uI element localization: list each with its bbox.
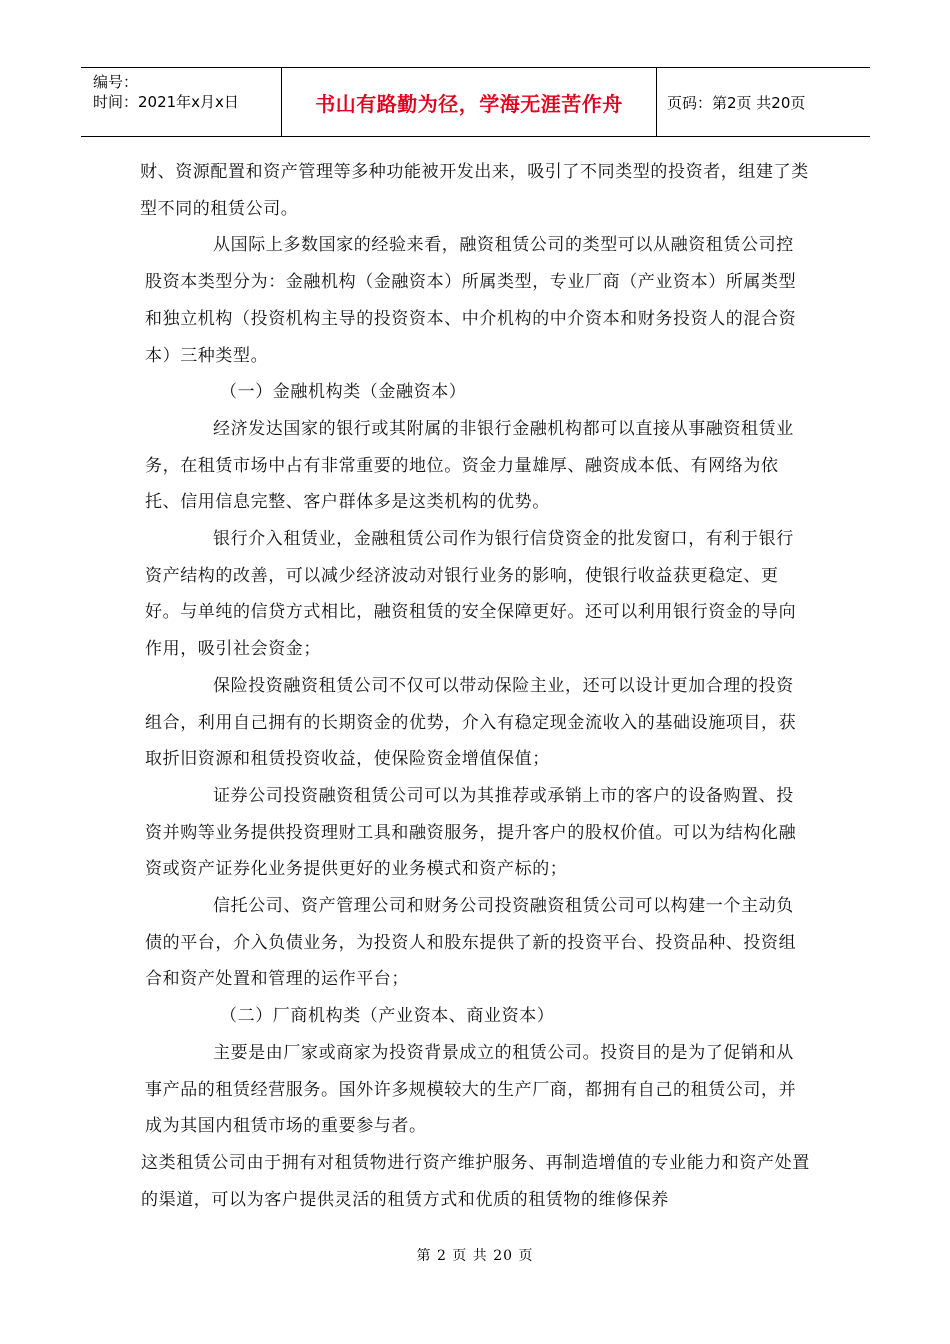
paragraph: 经济发达国家的银行或其附属的非银行金融机构都可以直接从事融资租赁业务，在租赁市场中占有非常重要的地位。资金力量雄厚、融资成本低、有网络为依托、信用信息完整、客户群体多是这类机构的优势。 — [145, 418, 794, 513]
section-heading: （一）金融机构类（金融资本） — [220, 382, 467, 403]
paragraph: 银行介入租赁业，金融租赁公司作为银行信贷资金的批发窗口，有利于银行资产结构的改善，可以减少经济波动对银行业务的影响，使银行收益获更稳定、更好。与单纯的信贷方式相比，融资租赁的安全保障更好。还可以利用银行资金的导向作用，吸引社会资金； — [145, 529, 797, 660]
document-time-label: 时间：2021年x月x日 — [93, 93, 239, 111]
document-body — [140, 154, 810, 1218]
paragraph: 财、资源配置和资产管理等多种功能被开发出来，吸引了不同类型的投资者，组建了类型不同的租赁公司。 — [140, 162, 809, 219]
paragraph: 保险投资融资租赁公司不仅可以带动保险主业，还可以设计更加合理的投资组合，利用自己拥有的长期资金的优势，介入有稳定现金流收入的基础设施项目，获取折旧资源和租赁投资收益，使保险资金增值保值； — [145, 675, 797, 770]
paragraph: 主要是由厂家或商家为投资背景成立的租赁公司。投资目的是为了促销和从事产品的租赁经营服务。国外许多规模较大的生产厂商，都拥有自己的租赁公司，并成为其国内租赁市场的重要参与者。 — [145, 1042, 797, 1137]
header-motto: 书山有路勤为径，学海无涯苦作舟 — [282, 68, 657, 136]
header-meta-cell — [81, 68, 282, 136]
page-header — [81, 67, 870, 137]
paragraph: 这类租赁公司由于拥有对租赁物进行资产维护服务、再制造增值的专业能力和资产处置的渠道，可以为客户提供灵活的租赁方式和优质的租赁物的维修保养 — [141, 1152, 810, 1210]
section-heading: （二）厂商机构类（产业资本、商业资本） — [220, 1006, 555, 1027]
paragraph: 信托公司、资产管理公司和财务公司投资融资租赁公司可以构建一个主动负债的平台，介入负债业务，为投资人和股东提供了新的投资平台、投资品种、投资组合和资产处置和管理的运作平台； — [145, 896, 797, 990]
paragraph: 从国际上多数国家的经验来看，融资租赁公司的类型可以从融资租赁公司控股资本类型分为：金融机构（金融资本）所属类型，专业厂商（产业资本）所属类型和独立机构（投资机构主导的投资资本、中介机构的中介资本和财务投资人的混合资本）三种类型。 — [145, 235, 797, 366]
page-footer: 第 2 页 共 20 页 — [416, 1248, 534, 1264]
header-page-code: 页码：第2页 共20页 — [667, 93, 806, 112]
document-number-label: 编号： — [93, 73, 139, 91]
paragraph: 证券公司投资融资租赁公司可以为其推荐或承销上市的客户的设备购置、投资并购等业务提供投资理财工具和融资服务，提升客户的股权价值。可以为结构化融资或资产证券化业务提供更好的业务模式和资产标的； — [145, 785, 797, 880]
